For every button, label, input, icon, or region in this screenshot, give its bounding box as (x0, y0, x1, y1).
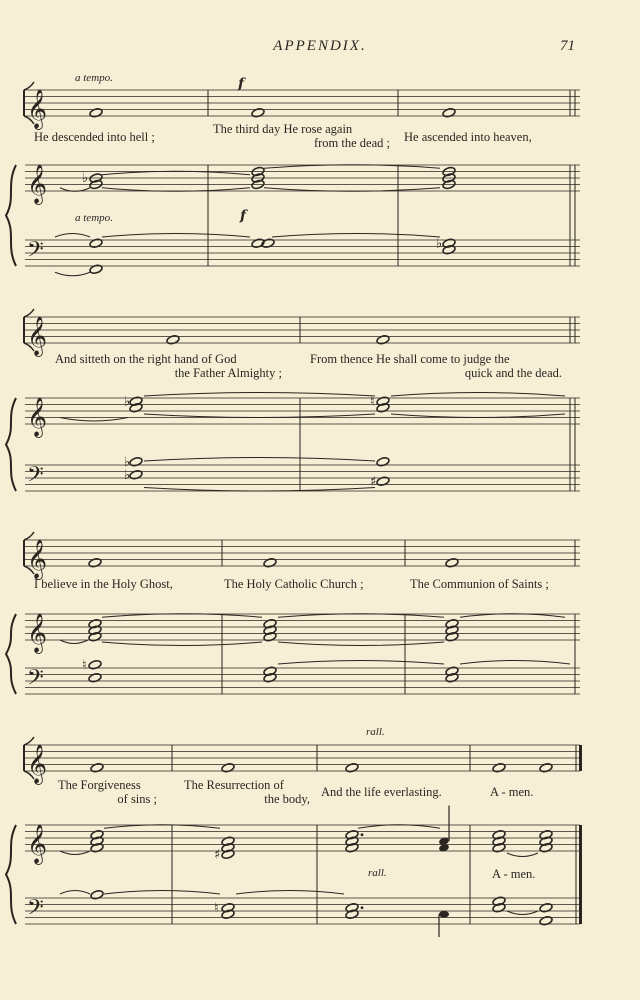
whole-note (88, 659, 102, 670)
whole-note (539, 762, 553, 773)
whole-note (539, 902, 553, 913)
final-barline (579, 745, 582, 771)
accidental: ♯ (214, 847, 221, 863)
accidental: ♮ (214, 900, 219, 916)
lyric-line: From thence He shall come to judge the (310, 352, 510, 366)
dot (361, 833, 364, 836)
bass-clef: 𝄢 (27, 237, 44, 268)
whole-note (88, 557, 102, 568)
whole-note (221, 762, 235, 773)
amen-bass-label: A - men. (492, 867, 536, 881)
whole-note (492, 762, 506, 773)
lyric-line: from the dead ; (313, 136, 390, 150)
accidental: ♭ (124, 467, 131, 483)
whole-note (263, 557, 277, 568)
final-barline (579, 825, 582, 924)
tie (507, 911, 538, 915)
accidental: ♭ (82, 171, 89, 186)
whole-note (251, 107, 265, 118)
whole-note (539, 915, 553, 926)
treble-clef: 𝄞 (27, 539, 48, 579)
lyric-line: And the life everlasting. (321, 785, 442, 799)
bass-clef: 𝄢 (27, 462, 44, 493)
whole-note (89, 238, 103, 249)
whole-note (90, 762, 104, 773)
whole-note (166, 334, 180, 345)
lyric-line: The Communion of Saints ; (410, 577, 549, 591)
lyric-line: of sins ; (117, 792, 157, 806)
whole-note (445, 557, 459, 568)
tempo-marking-top: a tempo. (75, 72, 113, 84)
whole-note (442, 107, 456, 118)
whole-note (376, 334, 390, 345)
lyric-line: the Father Almighty ; (174, 366, 282, 380)
whole-note (129, 469, 143, 480)
tie (104, 891, 220, 895)
lyric-line: I believe in the Holy Ghost, (34, 577, 173, 591)
tie (460, 661, 570, 665)
lyric-line: the body, (264, 792, 310, 806)
tie (102, 234, 250, 238)
lyric-line: quick and the dead. (464, 366, 562, 380)
lyric-line: And sitteth on the right hand of God (55, 352, 237, 366)
tie (144, 393, 375, 397)
tie (391, 414, 565, 418)
lyric-line: The Holy Catholic Church ; (224, 577, 364, 591)
tie (144, 458, 375, 462)
whole-note (376, 476, 390, 487)
tie (278, 661, 444, 665)
accidental: ♯ (370, 474, 377, 490)
tie (60, 851, 90, 855)
dynamic-forte-bass: f (240, 208, 247, 224)
tie (236, 891, 344, 895)
quarter-note (439, 911, 449, 918)
page-number: 71 (560, 38, 575, 54)
tempo-marking-bass: a tempo. (75, 212, 113, 224)
whole-note (90, 889, 104, 900)
treble-clef: 𝄞 (27, 164, 48, 204)
whole-note (345, 762, 359, 773)
whole-note (89, 264, 103, 275)
accidental: ♮ (82, 657, 87, 673)
accidental: ♮ (370, 394, 375, 410)
accidental: ♭ (124, 454, 131, 470)
tie (60, 640, 88, 644)
tie (60, 418, 128, 422)
treble-clef: 𝄞 (27, 316, 48, 356)
tie (507, 853, 538, 857)
dot (361, 906, 364, 909)
treble-clef: 𝄞 (27, 397, 48, 437)
tie (391, 393, 565, 397)
lyric-line: A - men. (490, 785, 534, 799)
whole-note (89, 107, 103, 118)
brace (6, 825, 16, 924)
dynamic-forte-top: f (238, 76, 245, 92)
treble-clef: 𝄞 (27, 89, 48, 129)
whole-note (88, 672, 102, 683)
lyric-line: The Resurrection of (184, 778, 284, 792)
tie (144, 414, 375, 418)
treble-clef: 𝄞 (27, 613, 48, 653)
lyric-line: He ascended into heaven, (404, 130, 532, 144)
rall-marking-bass: rall. (368, 867, 387, 879)
treble-clef: 𝄞 (27, 824, 48, 864)
accidental: ♭ (436, 236, 443, 252)
tie (60, 891, 90, 895)
tie (55, 234, 90, 238)
brace (6, 614, 16, 694)
lyric-line: The third day He rose again (213, 122, 353, 136)
tie (272, 234, 440, 238)
accidental: ♭ (124, 394, 131, 410)
treble-clef: 𝄞 (27, 744, 48, 784)
tie (55, 272, 90, 276)
rall-marking-top: rall. (366, 726, 385, 738)
bass-clef: 𝄢 (27, 895, 44, 926)
tie (144, 488, 375, 492)
lyric-line: The Forgiveness (58, 778, 141, 792)
whole-note (376, 456, 390, 467)
whole-note (129, 456, 143, 467)
lyric-line: He descended into hell ; (34, 130, 155, 144)
tie (278, 642, 444, 646)
bass-clef: 𝄢 (27, 665, 44, 696)
tie (102, 642, 262, 646)
page-header: APPENDIX. (273, 38, 367, 54)
brace (6, 165, 16, 266)
brace (6, 398, 16, 491)
